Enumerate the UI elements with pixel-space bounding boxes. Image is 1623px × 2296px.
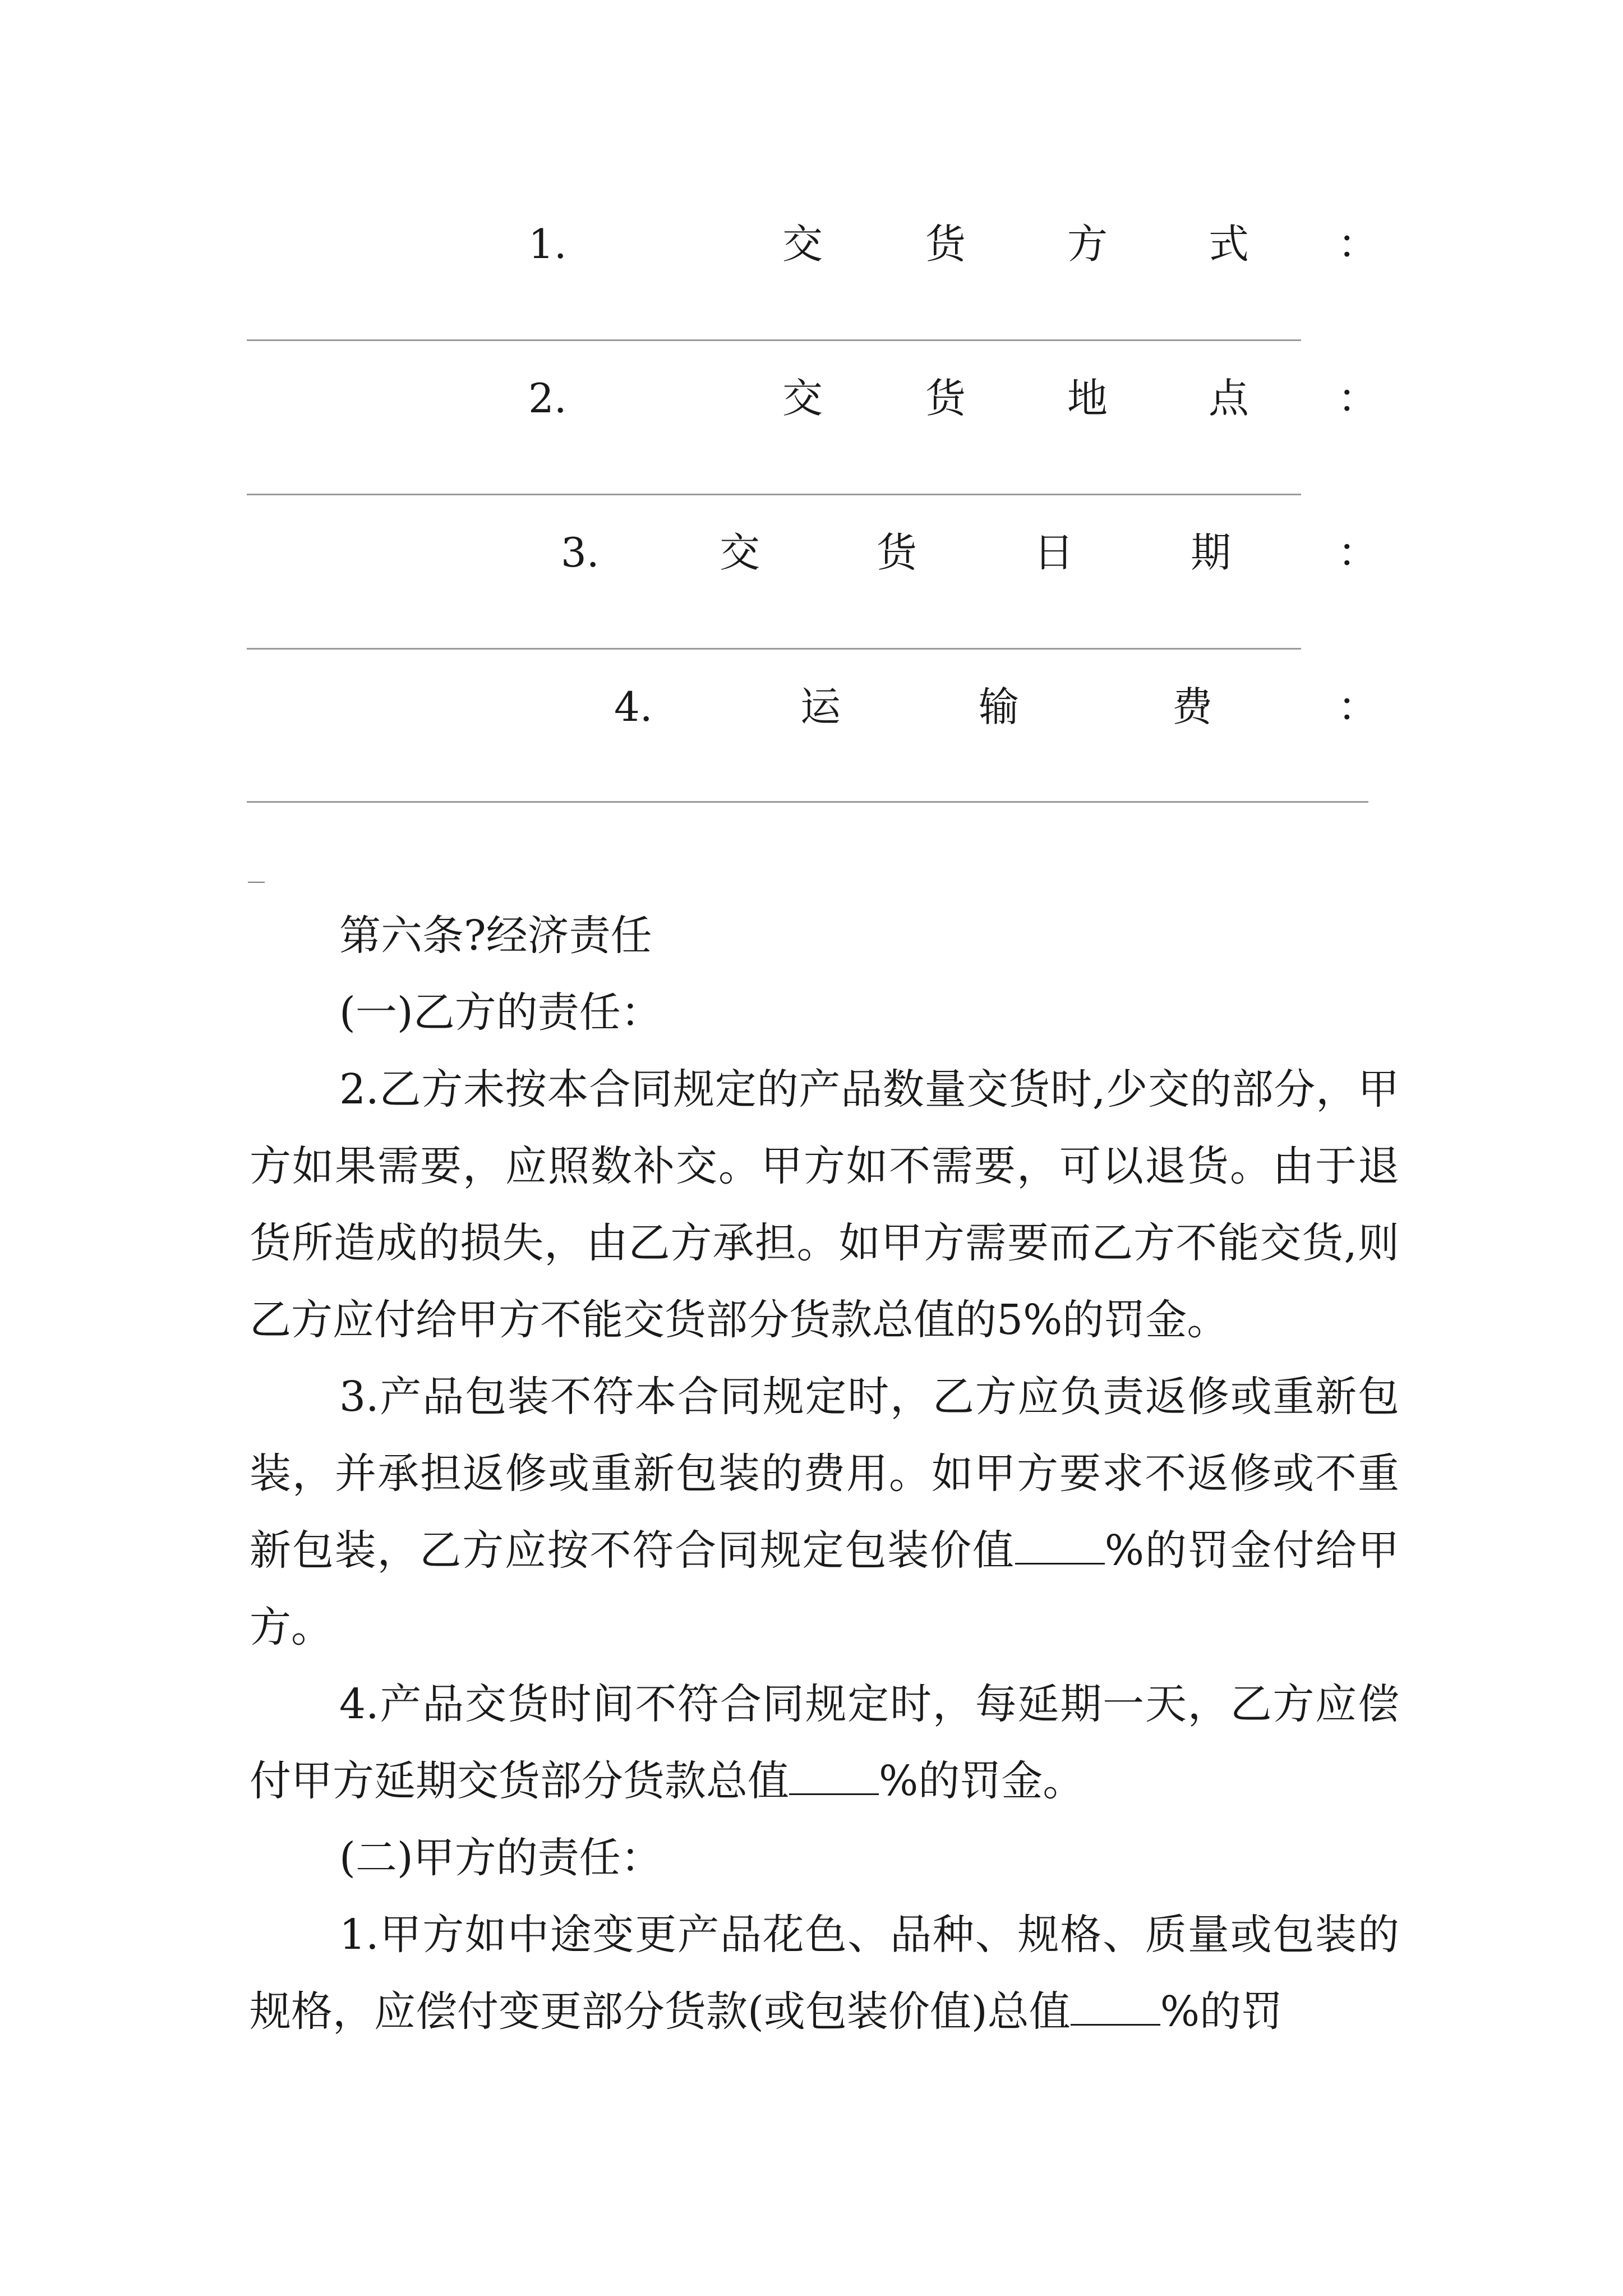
item-char: 式	[1209, 220, 1249, 268]
delivery-item-1	[0, 210, 1623, 278]
item-char: 货	[925, 375, 966, 422]
item-char: 输	[979, 683, 1020, 730]
fill-in-line	[247, 801, 1368, 803]
delivery-item-2	[0, 365, 1623, 432]
item-char: 交	[720, 529, 760, 576]
item-char: 货	[877, 529, 917, 576]
fill-in-line	[247, 494, 1301, 495]
clause-b4	[250, 1666, 1399, 1820]
item-char: 地	[1067, 375, 1108, 422]
item-char: 点	[1209, 375, 1249, 422]
percentage-blank	[789, 1760, 879, 1795]
item-colon: ：	[1338, 683, 1378, 730]
item-char: 运	[800, 683, 841, 730]
percentage-blank	[1071, 1990, 1160, 2026]
item-char: 期	[1191, 529, 1232, 576]
item-colon: ：	[1338, 220, 1378, 268]
party-a-heading: (二)甲方的责任：	[339, 1834, 662, 1882]
item-char: 交	[782, 220, 823, 268]
clause-text: %的罚金付给甲方。	[250, 1526, 1399, 1651]
clause-text: %的罚	[1160, 1987, 1283, 2036]
item-char: 方	[1067, 220, 1108, 268]
item-char: 日	[1034, 529, 1075, 576]
item-char: 货	[925, 220, 966, 268]
delivery-item-4	[0, 673, 1623, 740]
clause-a1	[250, 1897, 1399, 2050]
item-number: 4.	[614, 683, 653, 730]
item-char: 费	[1172, 683, 1213, 730]
item-char: 交	[782, 375, 823, 422]
clause-b3	[250, 1359, 1399, 1666]
party-b-heading: (一)乙方的责任：	[339, 988, 662, 1037]
item-colon: ：	[1338, 375, 1378, 422]
article-title: 第六条?经济责任	[339, 912, 652, 960]
clause-b2: 2.乙方未按本合同规定的产品数量交货时,少交的部分，甲方如果需要，应照数补交。甲方如不需要，可以退货。由于退货所造成的损失，由乙方承担。如甲方需要而乙方不能交货,则乙方应付给甲方不能交货部分货款总值的5%的罚金。	[250, 1065, 1399, 1344]
fill-in-line	[247, 648, 1301, 650]
item-number: 3.	[561, 529, 600, 576]
trailing-underscore: _	[248, 844, 265, 884]
clause-text: 3.产品包装不符本合同规定时，乙方应负责返修或重新包装，并承担返修或重新包装的费用。如甲方要求不返修或不重新包装，乙方应按不符合同规定包装价值	[250, 1373, 1399, 1575]
item-number: 1.	[528, 220, 567, 268]
clause-text: 1.甲方如中途变更产品花色、品种、规格、质量或包装的规格，应偿付变更部分货款(或包装价值)总值	[250, 1911, 1399, 2036]
article-body	[250, 898, 1399, 2050]
clause-text: 4.产品交货时间不符合同规定时，每延期一天，乙方应偿付甲方延期交货部分货款总值	[250, 1680, 1399, 1805]
clause-text: %的罚金。	[879, 1757, 1085, 1805]
fill-in-line	[247, 339, 1301, 341]
item-number: 2.	[528, 375, 567, 422]
percentage-blank	[1015, 1529, 1105, 1565]
delivery-item-3	[0, 519, 1623, 586]
item-colon: ：	[1338, 529, 1378, 576]
